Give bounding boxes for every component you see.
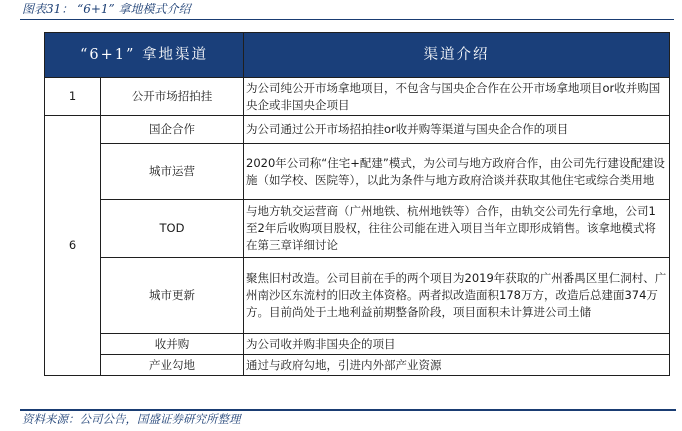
channel-cell: 国企合作 (101, 116, 244, 144)
channel-cell: 收并购 (101, 334, 244, 355)
channel-cell: 产业勾地 (101, 355, 244, 376)
header-channel: “6+1” 拿地渠道 (45, 33, 244, 78)
channel-cell: 城市更新 (101, 258, 244, 334)
description-cell: 为公司通过公开市场招拍挂or收并购等渠道与国央企合作的项目 (244, 116, 670, 144)
description-cell: 与地方轨交运营商（广州地铁、杭州地铁等）合作，由轨交公司先行拿地，公司1至2年后收购项目股权，往往公司能在进入项目当年立即形成销售。该拿地模式将在第三章详细讨论 (244, 200, 670, 258)
table-row (45, 334, 670, 355)
description-cell: 2020年公司称“住宅+配建”模式，为公司与地方政府合作，由公司先行建设配建设施（如学校、医院等），以此为条件与地方政府洽谈并获取其他住宅或综合类用地 (244, 144, 670, 200)
description-cell: 为公司收并购非国央企的项目 (244, 334, 670, 355)
land-acquisition-modes-table (44, 32, 670, 376)
table-row (45, 116, 670, 144)
figure-caption: 图表31： “6+1” 拿地模式介绍 (22, 2, 191, 16)
source-note: 资料来源：公司公告，国盛证券研究所整理 (22, 412, 241, 426)
table-row (45, 144, 670, 200)
channel-cell: TOD (101, 200, 244, 258)
channel-cell: 公开市场招拍挂 (101, 78, 244, 116)
table-row (45, 200, 670, 258)
caption-divider (20, 19, 674, 20)
description-cell: 聚焦旧村改造。公司目前在手的两个项目为2019年获取的广州番禺区里仁洞村、广州南沙区东流村的旧改主体资格。两者拟改造面积178万方，改造后总建面374万方。目前尚处于土地利益前期整备阶段，项目面积未计算进公司土储 (244, 258, 670, 334)
table-row (45, 78, 670, 116)
header-description: 渠道介绍 (244, 33, 670, 78)
description-cell: 为公司纯公开市场拿地项目，不包含与国央企合作在公开市场拿地项目or收并购国央企或非国央企项目 (244, 78, 670, 116)
row-number: 1 (45, 78, 101, 116)
table-row (45, 258, 670, 334)
table-header-row (45, 33, 670, 78)
description-cell: 通过与政府勾地，引进内外部产业资源 (244, 355, 670, 376)
channel-cell: 城市运营 (101, 144, 244, 200)
table-row (45, 355, 670, 376)
row-number: 6 (45, 116, 101, 376)
